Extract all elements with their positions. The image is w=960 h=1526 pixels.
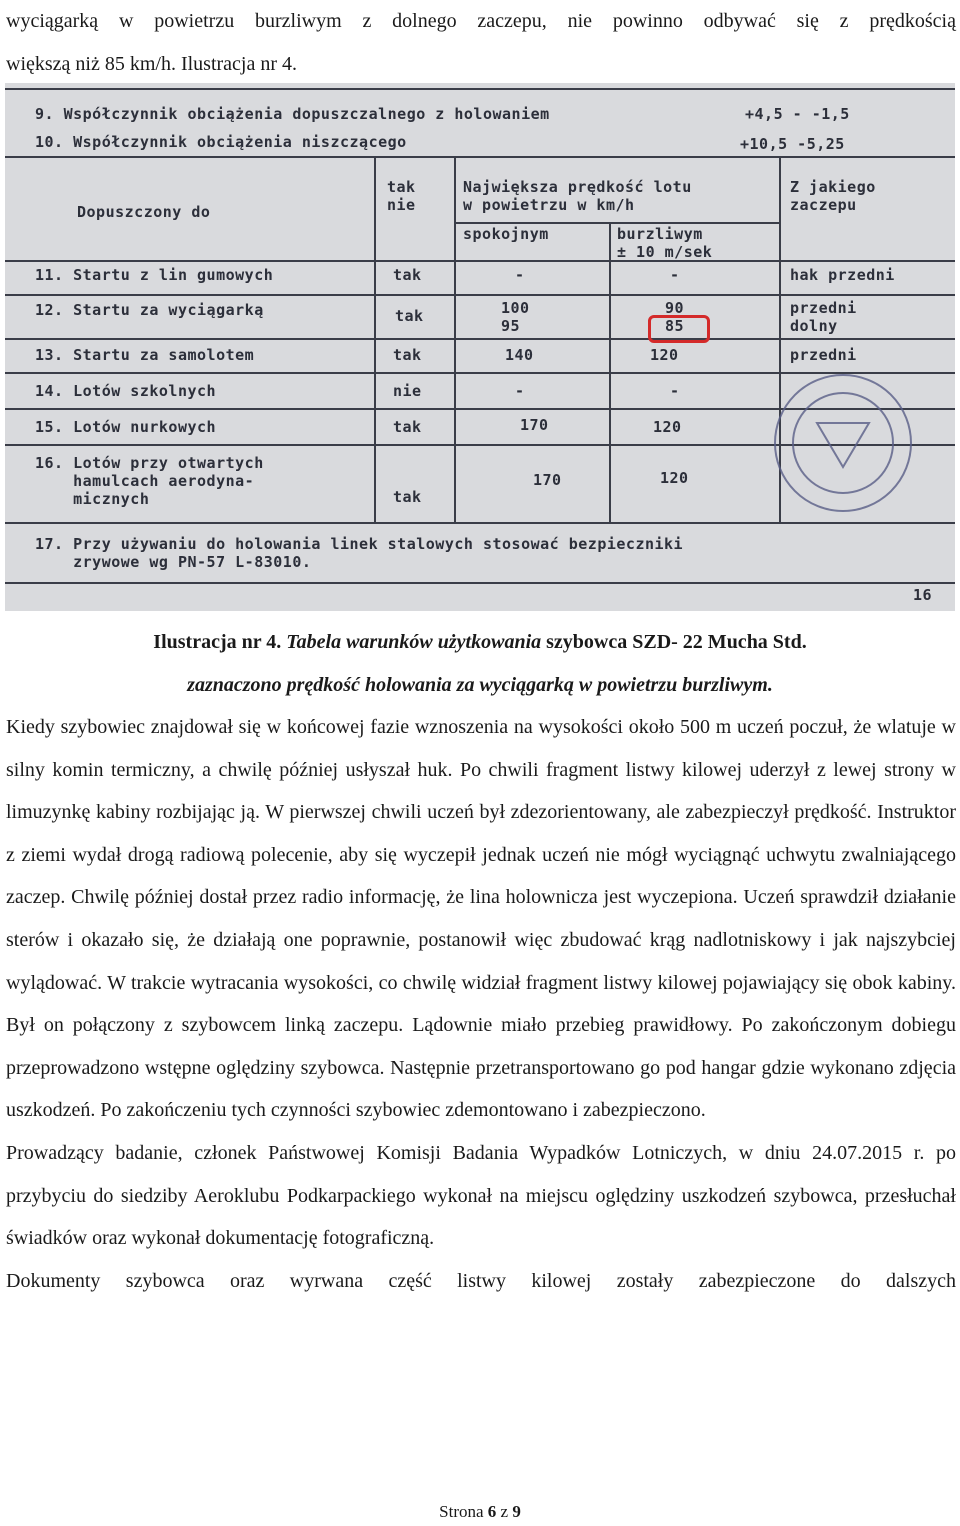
row-label: 13. Startu za samolotem	[35, 346, 255, 364]
scanned-table-image	[5, 83, 955, 611]
stamp-seal	[775, 375, 911, 511]
header-tak-nie: tak nie	[387, 178, 416, 214]
scan-page-mark: 16	[913, 586, 933, 604]
body-text	[6, 706, 956, 1302]
row-label: 16. Lotów przy otwartych hamulcach aerodyna- micznych	[35, 454, 264, 508]
row9-label: 9. Współczynnik obciążenia dopuszczalnego z holowaniem	[35, 105, 550, 123]
header-burzliwym: burzliwym ± 10 m/sek	[617, 225, 713, 261]
footer-page-total: 9	[512, 1502, 521, 1521]
row9-value: +4,5 - -1,5	[745, 105, 850, 123]
footer-separator: z	[496, 1502, 513, 1521]
caption-label: Ilustracja nr 4.	[153, 631, 287, 653]
row-label: 15. Lotów nurkowych	[35, 418, 217, 436]
header-predkosc: Największa prędkość lotu w powietrzu w km/h	[463, 178, 692, 214]
row-spokojnym: 100 95	[501, 299, 530, 335]
intro-line-1: wyciągarką w powietrzu burzliwym z dolnego zaczepu, nie powinno odbywać się z prędkością	[6, 10, 956, 32]
header-dopuszczony: Dopuszczony do	[77, 203, 211, 221]
row-label: 11. Startu z lin gumowych	[35, 266, 274, 284]
row-spokojnym: 170	[520, 416, 549, 434]
row-label: 12. Startu za wyciągarką	[35, 301, 264, 319]
paragraph: Kiedy szybowiec znajdował się w końcowej fazie wznoszenia na wysokości około 500 m uczeń poczuł, że wlatuje w silny komin termiczny, a chwilę później usłyszał huk. Po chwili fragment listwy kilowej uderzył z lewej strony w limuzynkę kabiny rozbijając ją. W pierwszej chwili uczeń był zdezorientowany, ale zabezpieczył prędkość. Instruktor z ziemi wydał drogą radiową polecenie, aby się wyczepił jednak uczeń nie mógł wyciągnąć uchwytu zwalniającego zaczep. Chwilę później dostał przez radio informację, że lina holownicza jest wyczepiona. Uczeń sprawdził działanie sterów i okazało się, że działają one poprawnie, postanowił więc zbudować krąg nadlotniskowy i jak najszybciej wylądować. W trakcie wytracania wysokości, co chwilę widział fragment listwy kilowej pojawiający się obok kabiny. Był on połączony z szybowcem linką zaczepu. Lądownie miało przebieg prawidłowy. Po zakończonym dobiegu przeprowadzono wstępne oględziny szybowca. Następnie przetransportowano go pod hangar gdzie wykonano zdjęcia uszkodzeń. Po zakończeniu tych czynności szybowiec zdemontowano i zabezpieczono.	[6, 716, 956, 1122]
highlight-85-box	[648, 315, 710, 343]
row-tak: tak	[393, 266, 422, 284]
figure-caption	[0, 628, 960, 656]
paragraph: Prowadzący badanie, członek Państwowej Komisji Badania Wypadków Lotniczych, w dniu 24.07.2015 r. po przybyciu do siedziby Aeroklubu Podkarpackiego wykonał na miejscu oględziny uszkodzeń szybowca, przesłuchał świadków oraz wykonał dokumentację fotograficzną.	[6, 1141, 956, 1250]
intro-line-2: większą niż 85 km/h. Ilustracja nr 4.	[6, 53, 298, 75]
row-zaczep: przedni	[790, 346, 857, 364]
caption-title: Tabela warunków użytkowania	[286, 631, 542, 653]
row-spokojnym: -	[515, 382, 525, 400]
row-zaczep: hak przedni	[790, 266, 895, 284]
row-zaczep: przedni dolny	[790, 299, 857, 335]
row17-text: 17. Przy używaniu do holowania linek stalowych stosować bezpieczniki zrywowe wg PN-57 L-83010.	[35, 535, 684, 571]
header-spokojnym: spokojnym	[463, 225, 549, 243]
header-zaczep: Z jakiego zaczepu	[790, 178, 876, 214]
figure-caption-note: zaznaczono prędkość holowania za wyciągarką w powietrzu burzliwym.	[187, 674, 773, 696]
row-burzliwym: 120	[650, 346, 679, 364]
footer-page-number: 6	[487, 1502, 497, 1521]
footer-prefix: Strona	[439, 1502, 488, 1521]
row-burzliwym: 120	[660, 469, 689, 487]
row-spokojnym: -	[515, 266, 525, 284]
row-burzliwym: -	[670, 382, 680, 400]
row-tak: nie	[393, 382, 422, 400]
row-burzliwym: 120	[653, 418, 682, 436]
row-tak: tak	[395, 307, 424, 325]
row-spokojnym: 170	[533, 471, 562, 489]
row-label: 14. Lotów szkolnych	[35, 382, 217, 400]
paragraph: Dokumenty szybowca oraz wyrwana część listwy kilowej zostały zabezpieczone do dalszych	[6, 1269, 956, 1292]
row-tak: tak	[393, 346, 422, 364]
row-tak: tak	[393, 488, 422, 506]
page-footer	[0, 1502, 960, 1522]
row10-label: 10. Współczynnik obciążenia niszczącego	[35, 133, 407, 151]
row-tak: tak	[393, 418, 422, 436]
caption-subject: szybowca SZD- 22 Mucha Std.	[541, 631, 807, 653]
intro-text	[6, 0, 956, 86]
row-burzliwym: -	[670, 266, 680, 284]
row-burzliwym: 90 85	[665, 299, 685, 335]
row10-value: +10,5 -5,25	[740, 135, 845, 153]
row-spokojnym: 140	[505, 346, 534, 364]
